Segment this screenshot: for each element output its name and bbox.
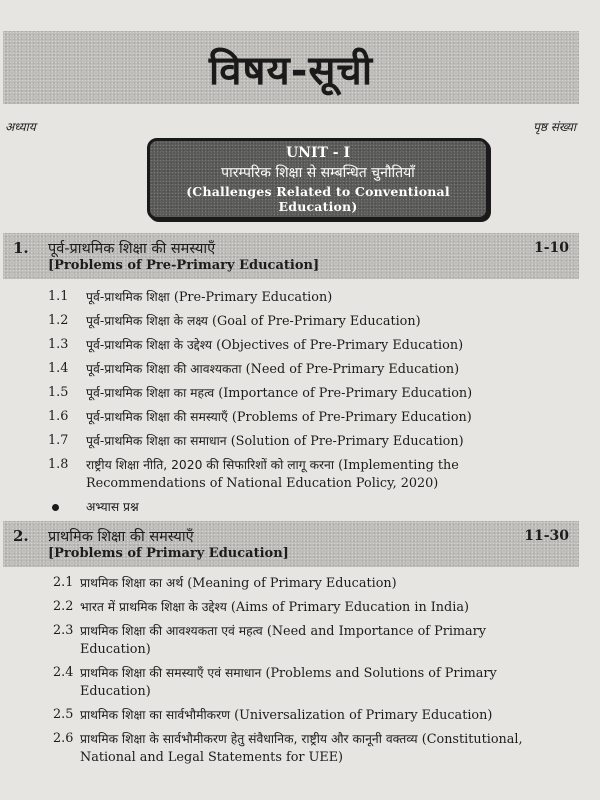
topic-hindi: प्राथमिक शिक्षा का अर्थ [80, 576, 184, 590]
chapter-title-hindi: पूर्व-प्राथमिक शिक्षा की समस्याएँ [48, 241, 216, 257]
topic-number: 2.5 [53, 707, 74, 722]
topic-number: 2.3 [53, 623, 74, 638]
topic-english: (Meaning of Primary Education) [187, 576, 397, 591]
chapter-page-range: 1-10 [533, 240, 569, 256]
topic-hindi: पूर्व-प्राथमिक शिक्षा के लक्ष्य [86, 314, 208, 328]
topic-number: 1.5 [48, 385, 69, 400]
topic-item[interactable] [0, 574, 550, 593]
topic-english: (Objectives of Pre-Primary Education) [216, 338, 464, 353]
unit-title-hindi: पारम्परिक शिक्षा से सम्बन्धित चुनौतियाँ [221, 165, 415, 181]
topic-number: 1.2 [48, 313, 69, 328]
unit-title-english: (Challenges Related to Conventional Education) [186, 184, 450, 214]
topic-hindi: पूर्व-प्राथमिक शिक्षा का महत्व [86, 386, 215, 400]
topic-number: 2.1 [53, 575, 74, 590]
topic-hindi: प्राथमिक शिक्षा के सार्वभौमीकरण हेतु संवैधानिक, राष्ट्रीय और कानूनी वक्तव्य [80, 732, 418, 746]
topic-number: 1.7 [48, 433, 69, 448]
topic-hindi: पूर्व-प्राथमिक शिक्षा की आवश्यकता [86, 362, 242, 376]
chapter-1-topic-list [0, 288, 600, 522]
topic-number: 2.6 [53, 731, 74, 746]
chapter-2-topic-list [0, 574, 600, 772]
topic-english: (Goal of Pre-Primary Education) [212, 314, 421, 329]
page-number-column-label: पृष्ठ संख्या [533, 120, 576, 134]
topic-number: 1.6 [48, 409, 69, 424]
chapter-column-label: अध्याय [5, 120, 36, 134]
title-banner [3, 31, 579, 104]
topic-hindi: पूर्व-प्राथमिक शिक्षा [86, 290, 170, 304]
topic-number: 1.8 [48, 457, 69, 472]
chapter-page-range: 11-30 [524, 528, 569, 544]
topic-hindi: प्राथमिक शिक्षा की आवश्यकता एवं महत्व [80, 624, 263, 638]
topic-hindi: प्राथमिक शिक्षा की समस्याएँ एवं समाधान [80, 666, 262, 680]
chapter-number: 2. [13, 527, 29, 545]
page-title: विषय-सूची [208, 48, 374, 94]
topic-english: (Constitutional, National and Legal Statements for UEE) [80, 732, 523, 765]
topic-item[interactable] [0, 408, 546, 427]
topic-english: (Universalization of Primary Education) [234, 708, 493, 723]
topic-item[interactable] [0, 706, 550, 725]
topic-number: 1.1 [48, 289, 69, 304]
topic-item[interactable] [0, 598, 550, 617]
chapter-heading[interactable] [3, 233, 579, 279]
topic-item[interactable] [0, 432, 546, 451]
topic-item[interactable] [0, 384, 546, 403]
topic-english: (Need of Pre-Primary Education) [245, 362, 460, 377]
topic-english: (Problems of Pre-Primary Education) [231, 410, 472, 425]
topic-item[interactable] [0, 360, 546, 379]
topic-hindi: राष्ट्रीय शिक्षा नीति, 2020 की सिफारिशों को लागू करना [86, 458, 335, 472]
bullet-icon [52, 504, 59, 511]
topic-item[interactable] [0, 336, 546, 355]
unit-label: UNIT - I [285, 145, 351, 161]
topic-english: (Importance of Pre-Primary Education) [218, 386, 473, 401]
topic-item[interactable] [0, 622, 550, 659]
topic-number: 1.3 [48, 337, 69, 352]
topic-english: (Implementing the Recommendations of National Education Policy, 2020) [86, 458, 459, 491]
exercise-item[interactable] [0, 498, 546, 517]
topic-hindi: पूर्व-प्राथमिक शिक्षा की समस्याएँ [86, 410, 228, 424]
topic-number: 2.2 [53, 599, 74, 614]
unit-heading-box [147, 138, 489, 220]
topic-hindi: पूर्व-प्राथमिक शिक्षा के उद्देश्य [86, 338, 213, 352]
chapter-heading[interactable] [3, 521, 579, 567]
topic-english: (Problems and Solutions of Primary Education) [80, 666, 497, 699]
chapter-number: 1. [13, 239, 29, 257]
topic-number: 1.4 [48, 361, 69, 376]
topic-english: (Solution of Pre-Primary Education) [230, 434, 464, 449]
topic-hindi: प्राथमिक शिक्षा का सार्वभौमीकरण [80, 708, 230, 722]
exercise-label: अभ्यास प्रश्न [86, 500, 139, 514]
topic-item[interactable] [0, 664, 550, 701]
topic-hindi: पूर्व-प्राथमिक शिक्षा का समाधान [86, 434, 227, 448]
topic-item[interactable] [0, 288, 546, 307]
chapter-title-hindi: प्राथमिक शिक्षा की समस्याएँ [48, 529, 194, 545]
topic-item[interactable] [0, 312, 546, 331]
chapter-title-english: [Problems of Primary Education] [48, 546, 289, 561]
topic-item[interactable] [0, 730, 550, 767]
topic-number: 2.4 [53, 665, 74, 680]
chapter-title-english: [Problems of Pre-Primary Education] [48, 258, 320, 273]
topic-english: (Pre-Primary Education) [173, 290, 333, 305]
topic-hindi: भारत में प्राथमिक शिक्षा के उद्देश्य [80, 600, 227, 614]
topic-english: (Need and Importance of Primary Education) [80, 624, 487, 657]
topic-item[interactable] [0, 456, 546, 493]
topic-english: (Aims of Primary Education in India) [230, 600, 469, 615]
